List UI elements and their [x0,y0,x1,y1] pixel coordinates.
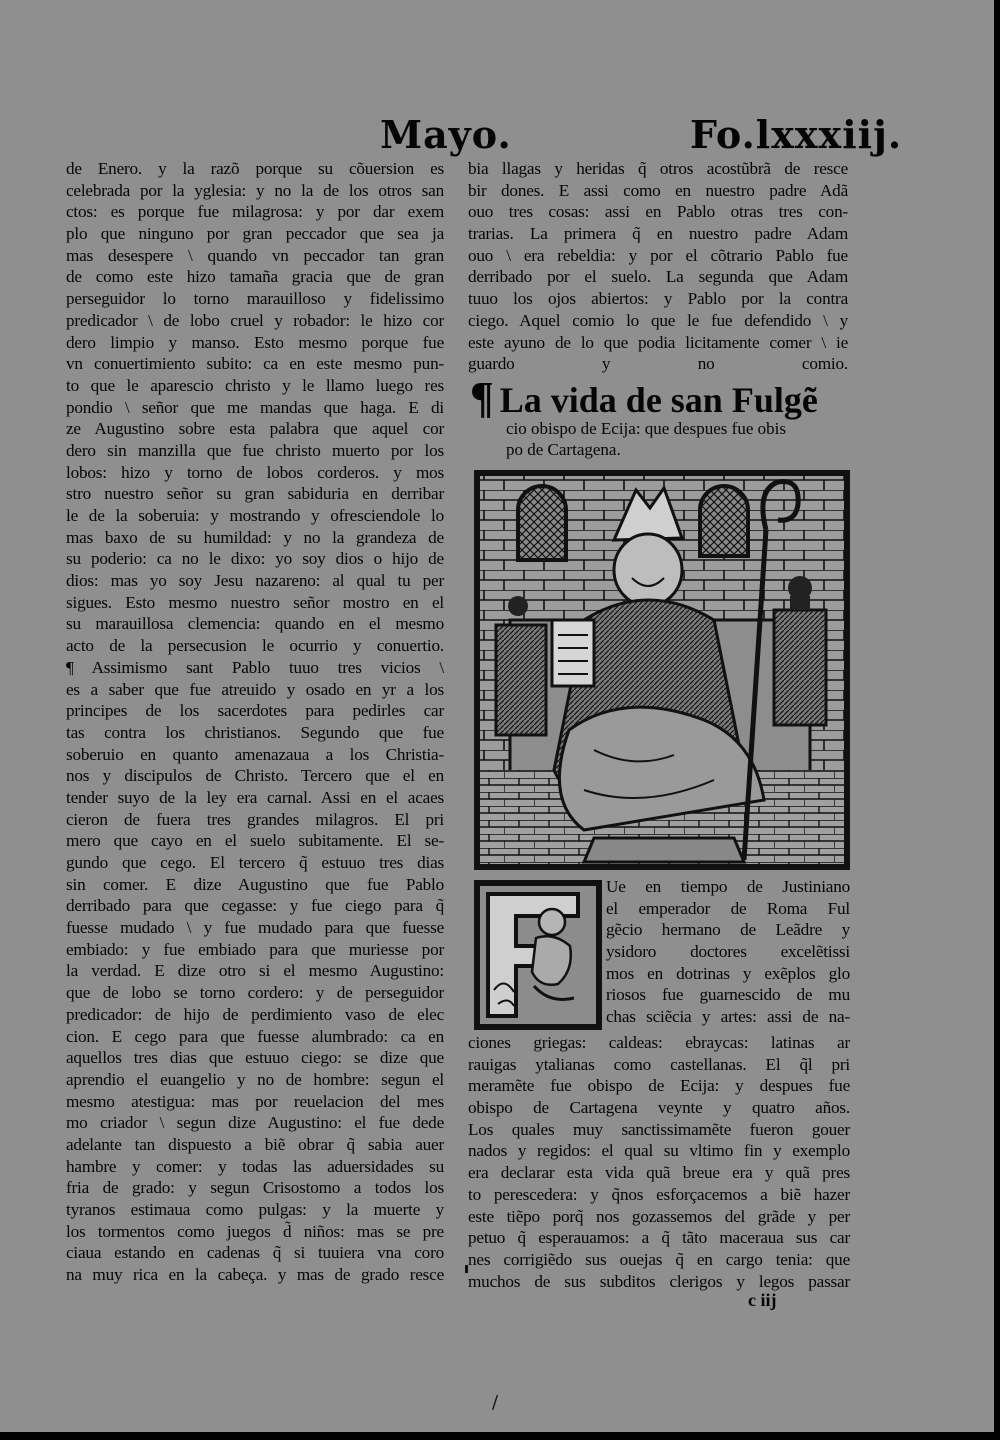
text-line: pondio \ señor que me mandas que haga. E di [66,397,444,417]
decorated-initial-f [474,880,602,1030]
text-line: petuo q̃ esperauamos: a q̃ tãto maceraua sus car [468,1228,850,1248]
text-line: era declarar esta vida quã breue era y quã pres [468,1163,850,1183]
folio-number: Fo.lxxxiij. [690,112,903,157]
text-line: rauigas ytalianas como castellanas. El q̃l pri [468,1054,850,1074]
printer-mark [465,1265,468,1273]
right-text-column-bottom [468,1032,850,1292]
text-line: ouo tres cosas: assi en Pablo otras tres con- [468,202,848,222]
text-line: embiado: y fue embiado para que muriesse por [66,939,444,959]
text-line: tyranos estimaua como pulgas: y la muerte y [66,1200,444,1219]
text-line: ciaua estando en cadenas q̃ si tuuiera vna coro [66,1243,444,1263]
text-line: meramẽte fue obispo de Ecija: y despues fue [468,1076,850,1096]
text-line: ciego. Aquel comio lo que le fue defendido \ y [468,310,848,330]
text-line: bia llagas y heridas q̃ otros acostũbrã de resce [468,159,848,178]
text-line: la verdad. E dize otro si el mesmo Augustino: [66,961,444,981]
text-line: dios: mas yo soy Jesu nazareno: al qual tu per [66,571,444,591]
text-line: el emperador de Roma Ful [606,898,850,918]
text-line: chas sciẽcia y artes: assi de na- [606,1007,850,1027]
text-line: plo que ninguno por gran peccador que sea ja [66,224,444,244]
text-line: los tormentos como juegos d̃ niños: mas se pre [66,1221,444,1241]
text-line: cion. E cego para que fuesse alumbrado: ca en [66,1026,444,1046]
text-line: su poderio: ca no le dixo: yo soy dios o hijo de [66,549,444,569]
text-line: guardo y no comio. [468,354,848,374]
text-line: lobos: hizo y torno de lobos corderos. y mos [66,462,444,482]
text-line: dero limpio y manso. Esto mesmo porque fue [66,332,444,352]
text-line: gẽcio hermano de Leãdre y [606,920,850,940]
text-line: su marauillosa clemencia: quando en el mesmo [66,614,444,634]
text-line: tas contra los christianos. Segundo que fue [66,722,444,742]
text-line: to que le aparescio christo y le llamo luego res [66,375,444,395]
text-line: mero que cayo en el suelo subitamente. El se- [66,831,444,851]
text-line: este ayuno de lo que podia licitamente comer \ ie [468,332,848,352]
text-line: fria de grado: y segun Crisostomo a todos los [66,1178,444,1198]
text-line: cieron de fuera tres grandes milagros. El pri [66,809,444,829]
subtitle-line: po de Cartagena. [506,440,621,459]
text-line: trarias. La primera q̃ en nuestro padre Adam [468,224,848,244]
text-line: ze Augustino sobre esta palabra que aquel cor [66,419,444,439]
text-line: de como este hizo tamaña gracia que de gran [66,267,444,287]
right-text-column-beside-initial [606,876,850,1028]
chapter-title: La vida de san Fulgẽ [499,380,818,420]
text-line: adelante tan dispuesto a biẽ obrar q̃ sabia auer [66,1134,444,1154]
text-line: que de lobo se torno cordero: y de perseguidor [66,983,444,1003]
text-line: Ue en tiempo de Justiniano [606,877,850,896]
text-line: nos y discipulos de Christo. Tercero que el en [66,766,444,786]
text-line: este tiẽpo porq̃ nos gozassemos del grãde y per [468,1206,850,1226]
text-line: riosos fue guarnescido de mu [606,985,850,1005]
text-line: aprendio el euangelio y no de hombre: segun el [66,1069,444,1089]
text-line: le de la soberuia: y mostrando y ofresciendole lo [66,506,444,525]
text-line: mas desespere \ quando vn peccador tan gran [66,245,444,265]
footer-mark: / [492,1392,499,1413]
pilcrow-mark: ¶ [470,373,494,422]
text-line: fuesse mudado \ y fue mudado para que fuesse [66,918,444,938]
left-text-column [66,158,444,1286]
text-line: aquellos tres dias que estuuo ciego: se dize que [66,1048,444,1068]
subtitle-line: cio obispo de Ecija: que despues fue obis [506,419,786,438]
text-line: ouo \ era rebeldia: y por el cõtrario Pablo fue [468,245,848,265]
running-head-month: Mayo. [380,112,512,157]
text-line: soberuio en quanto amenazaua a los Christia- [66,744,444,764]
right-text-column-top [468,158,848,375]
text-line: tender suyo de la ley era carnal. Assi en el acaes [66,787,444,807]
chapter-subtitle [506,418,846,460]
text-line: derribado por el suelo. La segunda que Adam [468,267,848,287]
text-line: es a saber que fue atreuido y osado en yr a los [66,679,444,699]
text-line: mo criador \ segun dize Augustino: el fue dede [66,1113,444,1133]
text-line: predicador: de hijo de perdimiento vaso de elec [66,1004,444,1024]
text-line: gundo que cego. El tercero q̃ estuuo tres dias [66,853,444,872]
text-line: mesmo atestigua: mas por reuelacion del mes [66,1091,444,1111]
text-line: mos en dotrinas y exẽplos glo [606,963,850,983]
text-line: nes corrigiẽdo sus ouejas q̃ en cargo tenia: que [468,1249,850,1269]
text-line: ctos: es porque fue milagrosa: y por dar exem [66,202,444,222]
text-line: dero sin manzilla que fue christo muerto por los [66,440,444,460]
text-line: celebrada por la yglesia: y no la de los otros san [66,180,444,200]
text-line: sigues. Esto mesmo nuestro señor mostro en el [66,592,444,612]
text-line: nados y regidos: el qual su vltimo fin y exemplo [468,1141,850,1161]
text-line: na muy rica en la cabeça. y mas de grado resce [66,1265,444,1285]
left-window [518,486,566,560]
text-line: Los quales muy sanctissimamẽte fueron gouer [468,1119,850,1139]
text-line: ¶ Assimismo sant Pablo tuuo tres vicios \ [66,657,444,677]
text-line: ysidoro doctores excelẽtissi [606,942,850,962]
woodcut-illustration [474,470,850,870]
text-line: principes de los sacerdotes para pedirles car [66,701,444,721]
text-line: stro nuestro señor su gran sabiduria en derribar [66,484,444,504]
text-line: derribado para que cegasse: y fue ciego para q̃ [66,896,444,916]
text-line: hambre y comer: y todas las aduersidades su [66,1156,444,1176]
signature-mark: c iij [748,1290,777,1310]
text-line: predicador \ de lobo cruel y robador: le hizo cor [66,310,444,330]
text-line: mas baxo de su humildad: y no la grandeza de [66,527,444,547]
text-line: sin comer. E dize Augustino que fue Pablo [66,874,444,894]
text-line: acto de la persecusion le ocurrio y conuertio. [66,636,444,656]
text-line: bir dones. E assi como en nuestro padre Adã [468,180,848,200]
text-line: tuuo los ojos abiertos: y Pablo por la contra [468,289,848,309]
text-line: muchos de sus subditos clerigos y legos passar [468,1271,850,1291]
text-line: ciones griegas: caldeas: ebraycas: latinas ar [468,1033,850,1052]
text-line: vn conuertimiento subito: ca en este mesmo pun- [66,354,444,374]
text-line: obispo de Cartagena veynte y quatro años. [468,1098,850,1118]
text-line: perseguidor lo torno marauilloso y fidelissimo [66,289,444,309]
text-line: de Enero. y la razõ porque su cõuersion es [66,159,444,178]
chapter-heading [470,373,860,422]
text-line: to perescedera: y q̃nos esforçacemos a biẽ hazer [468,1184,850,1204]
